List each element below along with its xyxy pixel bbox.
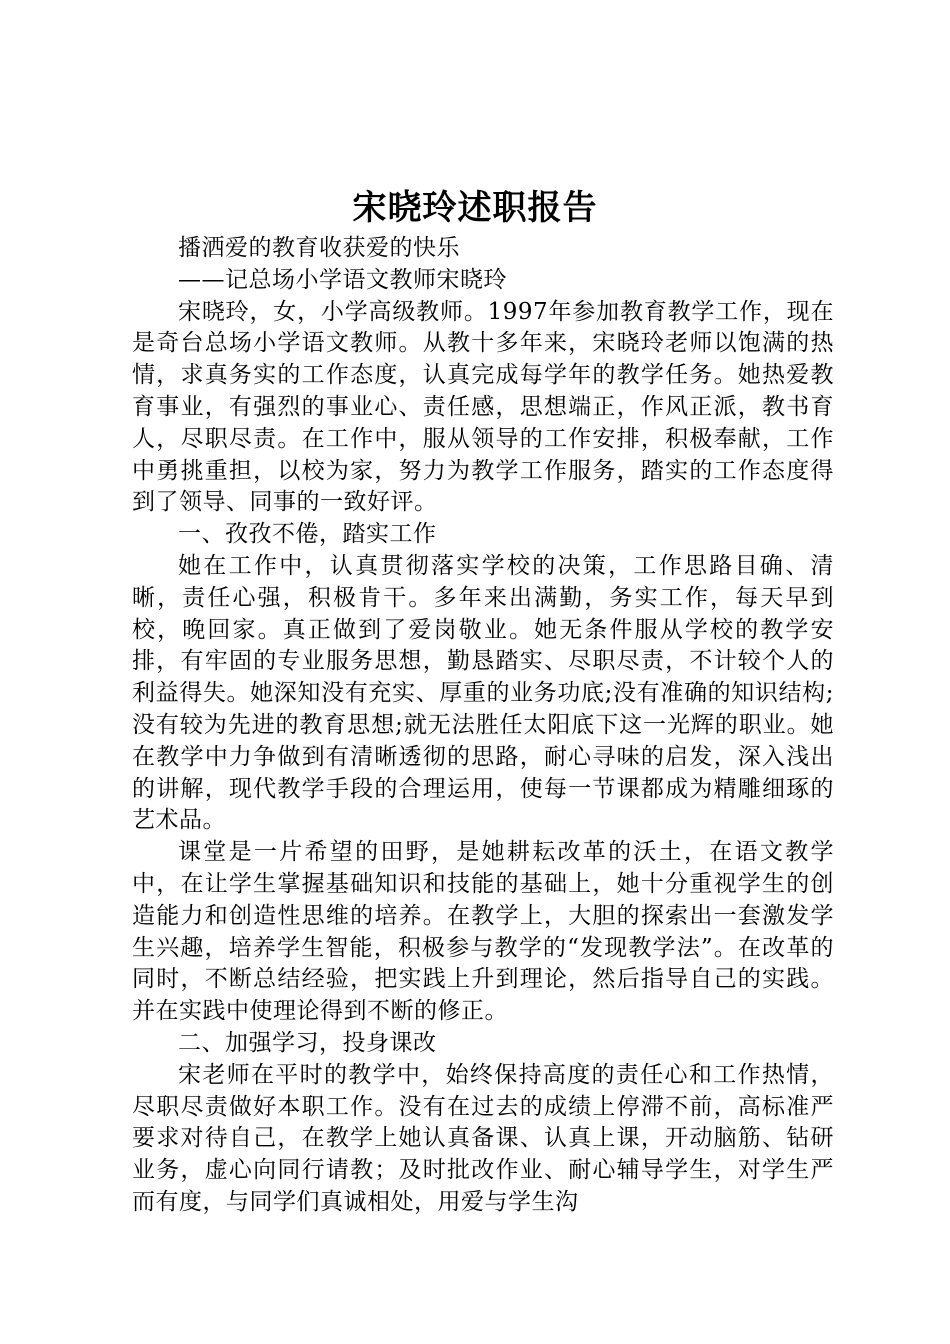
byline: ——记总场小学语文教师宋晓玲	[178, 266, 507, 293]
body-paragraph: 宋老师在平时的教学中，始终保持高度的责任心和工作热情，尽职尽责做好本职工作。没有在过去的成绩上停滞不前，高标准严要求对待自己，在教学上她认真备课、认真上课，开动脑筋、钻研业务，虚心向同行请教；及时批改作业、耐心辅导学生，对学生严而有度，与同学们真诚相处，用爱与学生沟	[132, 1061, 834, 1215]
body-paragraph: 她在工作中，认真贯彻落实学校的决策，工作思路目确、清晰，责任心强，积极肯干。多年来出满勤，务实工作，每天早到校，晚回家。真正做到了爱岗敬业。她无条件服从学校的教学安排，有牢固的专业服务思想，勤恳踏实、尽职尽责，不计较个人的利益得失。她深知没有充实、厚重的业务功底;没有准确的知识结构;没有较为先进的教育思想;就无法胜任太阳底下这一光辉的职业。她在教学中力争做到有清晰透彻的思路，耐心寻味的启发，深入浅出的讲解，现代教学手段的合理运用，使每一节课都成为精雕细琢的艺术品。	[132, 552, 834, 834]
section-heading-1: 一、孜孜不倦，踏实工作	[178, 521, 437, 548]
subtitle-line: 播洒爱的教育收获爱的快乐	[178, 235, 460, 261]
section-heading-2: 二、加强学习，投身课改	[178, 1029, 437, 1056]
document-body	[132, 233, 834, 1219]
intro-paragraph: 宋晓玲，女，小学高级教师。1997年参加教育教学工作，现在是奇台总场小学语文教师。从教十多年来，宋晓玲老师以饱满的热情，求真务实的工作态度，认真完成每学年的教学任务。她热爱教育事业，有强烈的事业心、责任感，思想端正，作风正派，教书育人，尽职尽责。在工作中，服从领导的工作安排，积极奉献，工作中勇挑重担，以校为家，努力为教学工作服务，踏实的工作态度得到了领导、同事的一致好评。	[132, 298, 834, 516]
body-paragraph: 课堂是一片希望的田野，是她耕耘改革的沃土，在语文教学中，在让学生掌握基础知识和技能的基础上，她十分重视学生的创造能力和创造性思维的培养。在教学上，大胆的探索出一套激发学生兴趣，培养学生智能，积极参与教学的“发现教学法”。在改革的同时，不断总结经验，把实践上升到理论，然后指导自己的实践。并在实践中使理论得到不断的修正。	[132, 839, 834, 1025]
document-title: 宋晓玲述职报告	[352, 188, 598, 228]
